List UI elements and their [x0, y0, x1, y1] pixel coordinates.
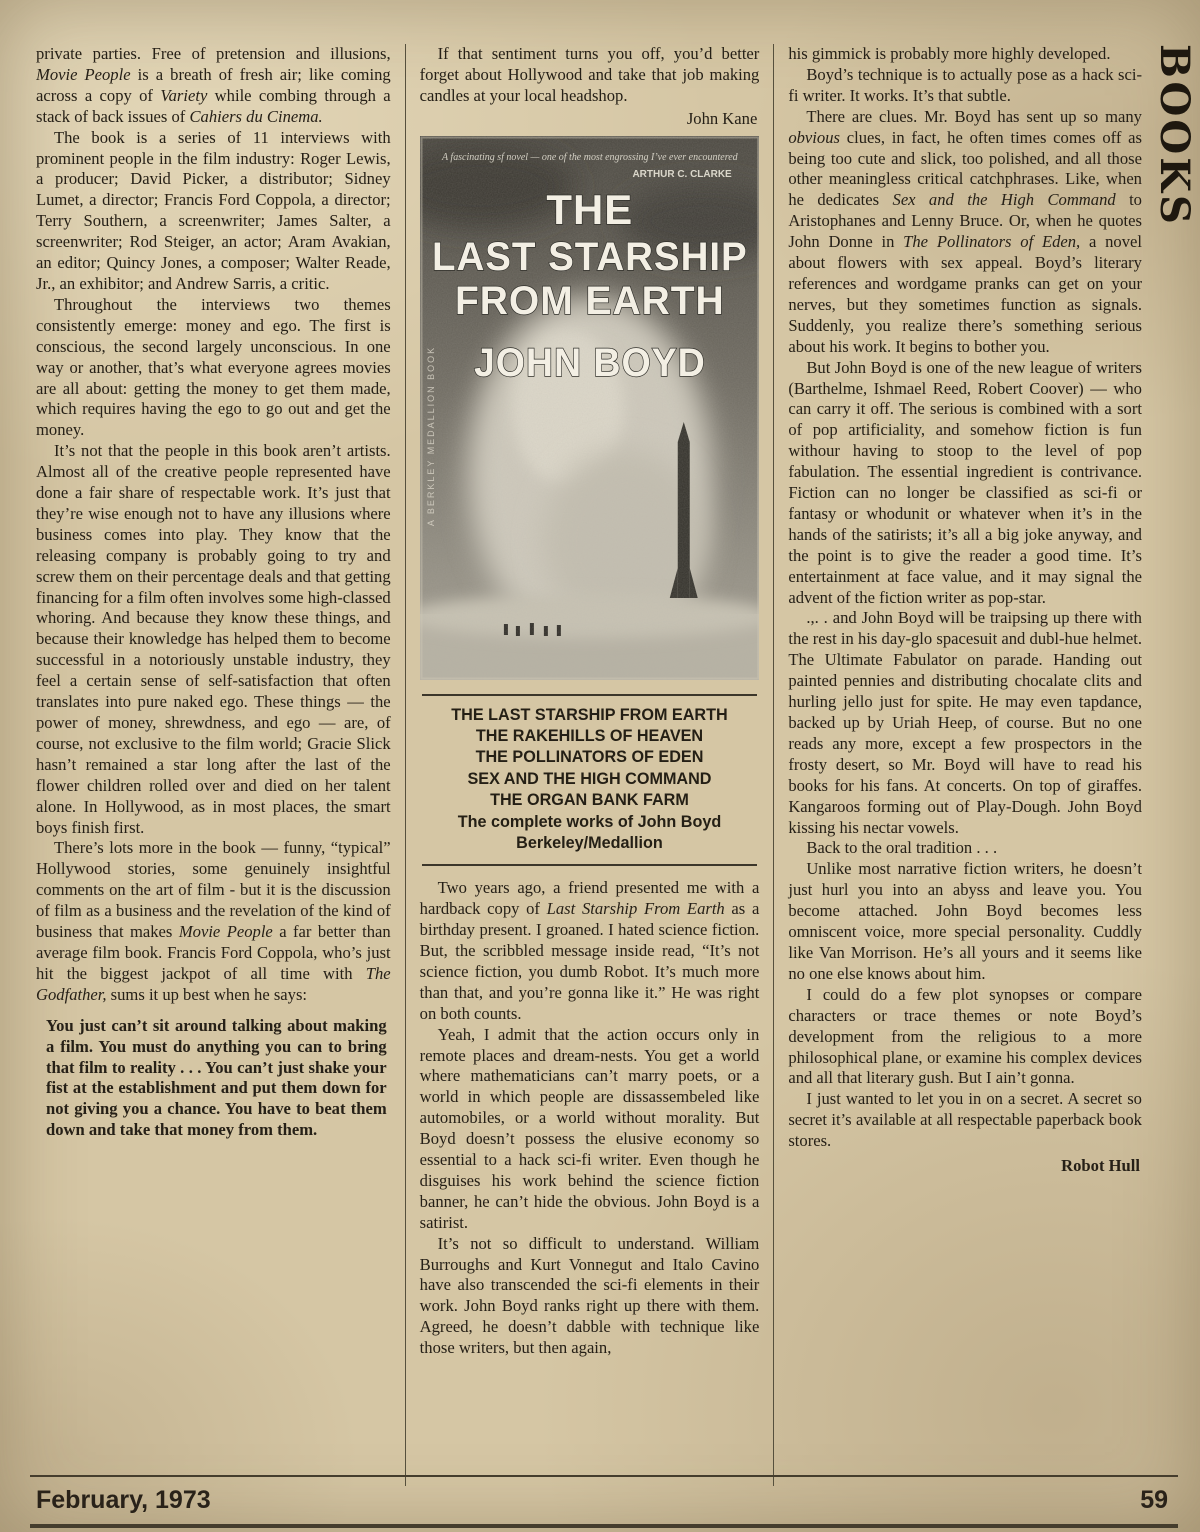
- column-1-paragraphs: [36, 44, 391, 1006]
- list-item: THE RAKEHILLS OF HEAVEN: [475, 727, 704, 745]
- cover-title-line3: FROM EARTH: [454, 278, 725, 323]
- cover-blurb: A fascinating sf novel — one of the most engrossing I’ve ever encountered: [441, 151, 738, 163]
- byline-robot-hull: Robot Hull: [1061, 1156, 1140, 1176]
- book-cover-art: [420, 136, 760, 680]
- cover-title-line1: THE: [546, 185, 633, 233]
- page-footer: [30, 1475, 1178, 1528]
- pull-quote-coppola: You just can’t sit around talking about making a film. You must do anything you can to bring that film to reality . . . You can’t just shake your fist at the establishment and put them down for not giving you a chance. You have to beat them down and take that money from them.: [46, 1015, 387, 1140]
- column-3: [773, 44, 1142, 1486]
- cover-blurb-credit: ARTHUR C. CLARKE: [632, 168, 732, 180]
- column-1: [36, 44, 405, 1486]
- list-item: SEX AND THE HIGH COMMAND: [467, 769, 712, 788]
- book-list-titles: [422, 705, 758, 812]
- paragraph: If that sentiment turns you off, you’d better forget about Hollywood and take that job making candles at your local headshop.: [419, 44, 760, 105]
- paragraph: Two years ago, a friend presented me with a hardback copy of Last Starship From Earth as a birthday present. I groaned. I hated science fiction. But, the scribbled message inside read, “It’s not science fiction, you dumb Robot. It’s much more than that, and you’re gonna like it.” He was right on both counts.: [419, 878, 760, 1023]
- paragraph: But John Boyd is one of the new league of writers (Barthelme, Ishmael Reed, Robert Coover) — who can carry it off. The serious is combined with a sort of pop artificiality, and somehow fiction is fun withour having to stoop to the level of pop fabulation. The essential ingredient is contrivance. Fiction can no longer be classified as sci-fi or fantasy or whodunit or whatever when it’s in the hands of the satirists; it’s all a big joke anyway, and the point is to give the reader a good time. It’s entertainment at face value, and it may signal the advent of the fiction writer as pop-star.: [788, 357, 1142, 607]
- paragraph: It’s not so difficult to understand. William Burroughs and Kurt Vonnegut and Italo Cavino have also transcended the sci-fi elements in their work. John Boyd ranks right up there with them. Agreed, he doesn’t dabble with technique like those writers, but then again,: [419, 1233, 760, 1358]
- book-list-tagline: The complete works of John Boyd: [457, 812, 722, 831]
- paragraph: The book is a series of 11 interviews with prominent people in the film industry: Roger Lewis, a producer; David Picker, a distributor; Sidney Lumet, a director; Francis Ford Coppola, a director; Terry Southern, a screenwriter; James Salter, a screenwriter; Rod Steiger, an actor; Aram Avakian, an editor; Quincy Jones, a composer; Walter Reade, Jr., an exhibitor; and Andrew Sarris, a critic.: [36, 127, 391, 293]
- paragraph: his gimmick is probably more highly developed.: [788, 44, 1111, 63]
- book-list-publisher: Berkeley/Medallion: [516, 833, 663, 852]
- paragraph: Unlike most narrative fiction writers, he doesn’t just hurl you into an abyss and leave you. You become attached. John Boyd becomes less omniscent voice, more special personality. Cuddly like Van Morrison. He’s all yours and it seems like no one else knows about him.: [788, 859, 1142, 983]
- paragraph: Yeah, I admit that the action occurs only in remote places and dream-nests. You get a world where mathematicians can’t marry poets, or a world in which people are dissassembeled like automobiles, or a world without morality. But Boyd doesn’t possess the elusive economy so essential to a hack sci-fi writer. Even though he disguises his work behind the science fiction banner, he can’t hide the obvious. John Boyd is a satirist.: [419, 1024, 760, 1232]
- paragraph: Throughout the interviews two themes consistently emerge: money and ego. The first is conscious, the second largely unconscious. In one way or another, that’s what everyone agrees movies are all about: getting the money to get them made, which requires having the ego to go out and get the money.: [36, 294, 391, 440]
- paragraph: private parties. Free of pretension and illusions, Movie People is a breath of fresh air; like coming across a copy of Variety while combing through a stack of back issues of Cahiers du Cinema.: [36, 44, 391, 126]
- issue-date: February, 1973: [36, 1486, 211, 1514]
- book-cover-image: [420, 136, 760, 680]
- article-content: [36, 44, 1142, 1486]
- cover-author: JOHN BOYD: [473, 340, 706, 385]
- paragraph: There are clues. Mr. Boyd has sent up so many obvious clues, in fact, he often times comes off as being too cute and slick, too polished, and all those other meaningless critical catchphrases. Like, when he dedicates Sex and the High Command to Aristophanes and Lenny Bruce. Or, when he quotes John Donne in The Pollinators of Eden, a novel about flowers with sex appeal. Boyd’s literary references and wordgame pranks can get on your nerves, but they sometimes function as signals. Suddenly, you realize there’s something serious about his work. It begins to bother you.: [788, 106, 1142, 356]
- paragraph: There’s lots more in the book — funny, “typical” Hollywood stories, some genuinely insightful comments on the art of film - but it is the discussion of film as a business and the revelation of the kind of business that makes Movie People a far better than average film book. Francis Ford Coppola, who’s just hit the biggest jackpot of all time with The Godfather, sums it up best when he says:: [36, 838, 391, 1004]
- cover-spine-text: A BERKLEY MEDALLION BOOK: [425, 345, 436, 526]
- list-item: THE POLLINATORS OF EDEN: [475, 748, 704, 767]
- paragraph: Boyd’s technique is to actually pose as a hack sci-fi writer. It works. It’s that subtle.: [788, 64, 1142, 105]
- books-section-label: BOOKS: [1151, 44, 1198, 227]
- three-column-layout: [36, 44, 1142, 1486]
- paragraph: I just wanted to let you in on a secret. A secret so secret it’s available at all respectable paperback book stores.: [788, 1089, 1142, 1151]
- paragraph: I could do a few plot synopses or compare characters or trace themes or note Boyd’s development from the religious to a more philosophical plane, or examine his complex devices and all that literary gush. But I ain’t gonna.: [788, 984, 1142, 1088]
- page-number: 59: [1140, 1486, 1168, 1514]
- column-2: [405, 44, 774, 1486]
- list-item: THE ORGAN BANK FARM: [490, 791, 689, 810]
- paragraph: .,. . and John Boyd will be traipsing up there with the rest in his day-glo spacesuit and dubl-hue helmet. The Ultimate Fabulator on parade. Handing out painted pennies and distributing chocalate clits and hurling jello just for spite. He may even tapdance, backed up by Uriah Heep, of course. But no one reads any more, except a few prospectors in the frosty desert, so Mr. Boyd will have to read his books for his fans. At concerts. On top of giraffes. Kangaroos forming out of Play-Dough. John Boyd kissing his nectar vowels.: [788, 608, 1142, 837]
- list-item: THE LAST STARSHIP FROM EARTH: [451, 705, 728, 724]
- byline-john-kane: John Kane: [686, 108, 758, 128]
- column-2-paragraphs: [420, 878, 760, 1359]
- column-3-paragraphs: [788, 44, 1142, 1152]
- book-list: [422, 694, 758, 867]
- paragraph: It’s not that the people in this book aren’t artists. Almost all of the creative people represented have done a fair share of respectable work. It’s just that they’re wise enough not to have any illusions where business comes into play. They know that the releasing company is probably going to try and screw them on their percentage deals and that getting financing for a film often involves some high-classed whoring. And because they know these things, and because their knowledge has helped them to become successful in a notoriously unstable industry, they feel a certain sense of self-satisfaction that often translates into pure naked ego. These things — the power of money, shrewdness, and ego — are, of course, not exclusive to the film world; Gracie Slick hasn’t remained a star long after the last of the flower children rolled over and died on her talent alone. In Hollywood, as in most places, the smart boys finish first.: [36, 441, 391, 837]
- cover-title-line2: LAST STARSHIP: [431, 234, 748, 279]
- paragraph: Back to the oral tradition . . .: [806, 838, 998, 858]
